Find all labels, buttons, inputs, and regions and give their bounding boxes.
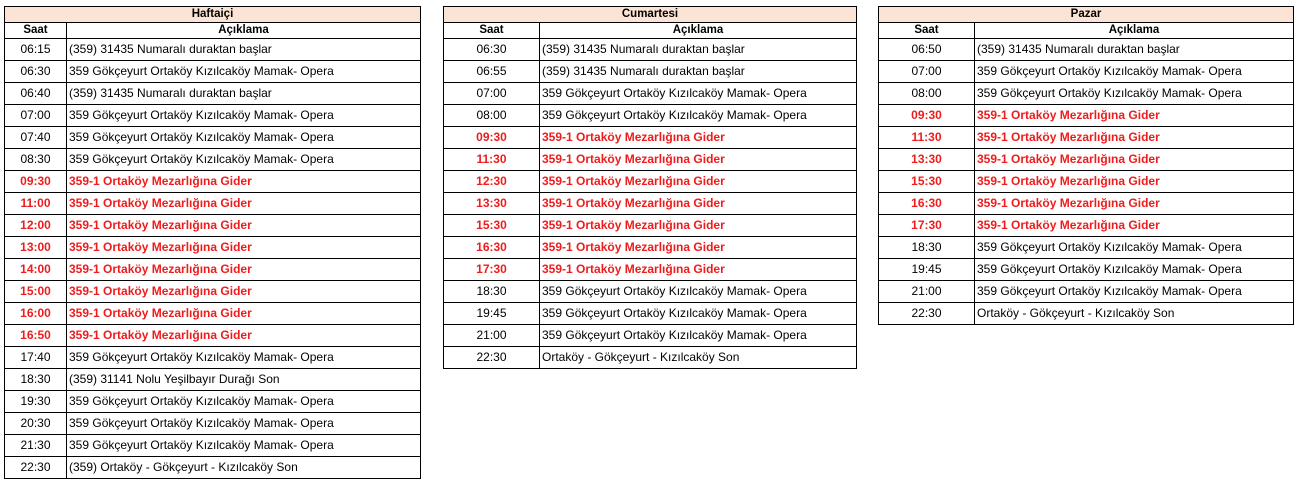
table-row (879, 39, 1294, 61)
route-description: 359 Gökçeyurt Ortaköy Kızılcaköy Mamak- Opera (975, 237, 1294, 259)
table-row (879, 171, 1294, 193)
departure-time: 20:30 (5, 413, 67, 435)
table-row (5, 391, 421, 413)
route-description: 359-1 Ortaköy Mezarlığına Gider (975, 127, 1294, 149)
table-row (879, 237, 1294, 259)
departure-time: 13:30 (879, 149, 975, 171)
table-row (5, 61, 421, 83)
route-description: (359) 31435 Numaralı duraktan başlar (67, 83, 421, 105)
departure-time: 16:30 (879, 193, 975, 215)
departure-time: 16:00 (5, 303, 67, 325)
route-description: 359 Gökçeyurt Ortaköy Kızılcaköy Mamak- Opera (975, 281, 1294, 303)
route-description: 359 Gökçeyurt Ortaköy Kızılcaköy Mamak- Opera (67, 347, 421, 369)
schedule-table (4, 6, 421, 479)
departure-time: 16:50 (5, 325, 67, 347)
route-description: 359-1 Ortaköy Mezarlığına Gider (67, 171, 421, 193)
route-description: (359) 31435 Numaralı duraktan başlar (975, 39, 1294, 61)
departure-time: 21:00 (444, 325, 540, 347)
table-row (444, 215, 857, 237)
departure-time: 22:30 (444, 347, 540, 369)
departure-time: 18:30 (5, 369, 67, 391)
table-title: Cumartesi (444, 7, 857, 23)
route-description: 359-1 Ortaköy Mezarlığına Gider (540, 215, 857, 237)
table-row (879, 127, 1294, 149)
table-row (444, 39, 857, 61)
table-row (444, 105, 857, 127)
table-row (879, 281, 1294, 303)
route-description: 359 Gökçeyurt Ortaköy Kızılcaköy Mamak- Opera (540, 325, 857, 347)
route-description: 359-1 Ortaköy Mezarlığına Gider (540, 237, 857, 259)
table-row (879, 83, 1294, 105)
route-description: 359-1 Ortaköy Mezarlığına Gider (975, 149, 1294, 171)
departure-time: 18:30 (879, 237, 975, 259)
route-description: 359 Gökçeyurt Ortaköy Kızılcaköy Mamak- Opera (975, 259, 1294, 281)
column-header-description: Açıklama (975, 23, 1294, 39)
table-row (5, 83, 421, 105)
table-row (5, 215, 421, 237)
departure-time: 22:30 (879, 303, 975, 325)
column-header-description: Açıklama (67, 23, 421, 39)
table-row (5, 259, 421, 281)
route-description: Ortaköy - Gökçeyurt - Kızılcaköy Son (540, 347, 857, 369)
departure-time: 12:00 (5, 215, 67, 237)
table-row (5, 105, 421, 127)
departure-time: 06:50 (879, 39, 975, 61)
route-description: 359-1 Ortaköy Mezarlığına Gider (540, 171, 857, 193)
route-description: (359) Ortaköy - Gökçeyurt - Kızılcaköy Son (67, 457, 421, 479)
table-row (5, 149, 421, 171)
column-header-time: Saat (879, 23, 975, 39)
departure-time: 17:30 (879, 215, 975, 237)
departure-time: 07:00 (5, 105, 67, 127)
route-description: 359-1 Ortaköy Mezarlığına Gider (975, 105, 1294, 127)
route-description: 359-1 Ortaköy Mezarlığına Gider (67, 303, 421, 325)
route-description: 359 Gökçeyurt Ortaköy Kızılcaköy Mamak- Opera (67, 127, 421, 149)
departure-time: 18:30 (444, 281, 540, 303)
table-row (879, 149, 1294, 171)
table-row (444, 149, 857, 171)
route-description: 359-1 Ortaköy Mezarlığına Gider (67, 215, 421, 237)
table-row (5, 193, 421, 215)
table-row (444, 237, 857, 259)
route-description: 359-1 Ortaköy Mezarlığına Gider (67, 325, 421, 347)
table-row (444, 347, 857, 369)
departure-time: 07:40 (5, 127, 67, 149)
schedule-cumartesi (443, 6, 857, 369)
route-description: 359-1 Ortaköy Mezarlığına Gider (67, 237, 421, 259)
departure-time: 12:30 (444, 171, 540, 193)
table-row (879, 61, 1294, 83)
route-description: 359 Gökçeyurt Ortaköy Kızılcaköy Mamak- Opera (540, 281, 857, 303)
table-row (444, 171, 857, 193)
departure-time: 13:00 (5, 237, 67, 259)
departure-time: 11:30 (444, 149, 540, 171)
departure-time: 19:45 (444, 303, 540, 325)
route-description: 359-1 Ortaköy Mezarlığına Gider (975, 171, 1294, 193)
table-row (444, 127, 857, 149)
route-description: 359 Gökçeyurt Ortaköy Kızılcaköy Mamak- Opera (67, 391, 421, 413)
departure-time: 21:00 (879, 281, 975, 303)
table-row (444, 61, 857, 83)
departure-time: 08:30 (5, 149, 67, 171)
route-description: 359-1 Ortaköy Mezarlığına Gider (975, 215, 1294, 237)
table-row (879, 105, 1294, 127)
route-description: (359) 31435 Numaralı duraktan başlar (67, 39, 421, 61)
route-description: 359 Gökçeyurt Ortaköy Kızılcaköy Mamak- Opera (975, 61, 1294, 83)
departure-time: 09:30 (5, 171, 67, 193)
table-row (444, 193, 857, 215)
table-row (5, 347, 421, 369)
column-header-time: Saat (5, 23, 67, 39)
route-description: 359 Gökçeyurt Ortaköy Kızılcaköy Mamak- Opera (540, 303, 857, 325)
route-description: 359 Gökçeyurt Ortaköy Kızılcaköy Mamak- Opera (975, 83, 1294, 105)
column-header-description: Açıklama (540, 23, 857, 39)
table-row (5, 369, 421, 391)
route-description: 359 Gökçeyurt Ortaköy Kızılcaköy Mamak- Opera (67, 149, 421, 171)
departure-time: 19:30 (5, 391, 67, 413)
table-row (5, 435, 421, 457)
departure-time: 09:30 (444, 127, 540, 149)
route-description: 359 Gökçeyurt Ortaköy Kızılcaköy Mamak- Opera (67, 435, 421, 457)
column-header-time: Saat (444, 23, 540, 39)
table-row (444, 259, 857, 281)
route-description: 359 Gökçeyurt Ortaköy Kızılcaköy Mamak- Opera (67, 61, 421, 83)
route-description: (359) 31435 Numaralı duraktan başlar (540, 39, 857, 61)
schedule-table (443, 6, 857, 369)
route-description: 359 Gökçeyurt Ortaköy Kızılcaköy Mamak- Opera (67, 105, 421, 127)
table-row (5, 171, 421, 193)
table-row (879, 193, 1294, 215)
route-description: 359 Gökçeyurt Ortaköy Kızılcaköy Mamak- Opera (540, 83, 857, 105)
departure-time: 15:30 (444, 215, 540, 237)
departure-time: 11:00 (5, 193, 67, 215)
route-description: 359-1 Ortaköy Mezarlığına Gider (67, 259, 421, 281)
table-row (879, 303, 1294, 325)
departure-time: 06:15 (5, 39, 67, 61)
departure-time: 06:55 (444, 61, 540, 83)
route-description: 359-1 Ortaköy Mezarlığına Gider (540, 127, 857, 149)
table-row (444, 83, 857, 105)
route-description: (359) 31141 Nolu Yeşilbayır Durağı Son (67, 369, 421, 391)
table-row (5, 413, 421, 435)
departure-time: 15:30 (879, 171, 975, 193)
table-row (879, 259, 1294, 281)
table-row (444, 325, 857, 347)
departure-time: 13:30 (444, 193, 540, 215)
table-row (444, 281, 857, 303)
table-title: Haftaiçi (5, 7, 421, 23)
route-description: 359-1 Ortaköy Mezarlığına Gider (540, 259, 857, 281)
route-description: (359) 31435 Numaralı duraktan başlar (540, 61, 857, 83)
table-row (444, 303, 857, 325)
departure-time: 17:40 (5, 347, 67, 369)
schedule-table (878, 6, 1294, 325)
departure-time: 07:00 (444, 83, 540, 105)
table-row (5, 237, 421, 259)
route-description: 359 Gökçeyurt Ortaköy Kızılcaköy Mamak- Opera (540, 105, 857, 127)
route-description: 359-1 Ortaköy Mezarlığına Gider (975, 193, 1294, 215)
departure-time: 19:45 (879, 259, 975, 281)
departure-time: 16:30 (444, 237, 540, 259)
departure-time: 09:30 (879, 105, 975, 127)
route-description: 359-1 Ortaköy Mezarlığına Gider (540, 149, 857, 171)
departure-time: 14:00 (5, 259, 67, 281)
table-title: Pazar (879, 7, 1294, 23)
table-row (879, 215, 1294, 237)
departure-time: 08:00 (879, 83, 975, 105)
departure-time: 22:30 (5, 457, 67, 479)
departure-time: 07:00 (879, 61, 975, 83)
table-row (5, 325, 421, 347)
route-description: 359-1 Ortaköy Mezarlığına Gider (540, 193, 857, 215)
schedule-pazar (878, 6, 1294, 325)
table-row (5, 127, 421, 149)
departure-time: 06:30 (5, 61, 67, 83)
table-row (5, 457, 421, 479)
table-row (5, 281, 421, 303)
route-description: Ortaköy - Gökçeyurt - Kızılcaköy Son (975, 303, 1294, 325)
departure-time: 06:40 (5, 83, 67, 105)
route-description: 359-1 Ortaköy Mezarlığına Gider (67, 193, 421, 215)
route-description: 359 Gökçeyurt Ortaköy Kızılcaköy Mamak- Opera (67, 413, 421, 435)
schedule-haftaici (4, 6, 421, 479)
departure-time: 06:30 (444, 39, 540, 61)
departure-time: 21:30 (5, 435, 67, 457)
departure-time: 17:30 (444, 259, 540, 281)
departure-time: 11:30 (879, 127, 975, 149)
departure-time: 15:00 (5, 281, 67, 303)
route-description: 359-1 Ortaköy Mezarlığına Gider (67, 281, 421, 303)
departure-time: 08:00 (444, 105, 540, 127)
table-row (5, 39, 421, 61)
table-row (5, 303, 421, 325)
